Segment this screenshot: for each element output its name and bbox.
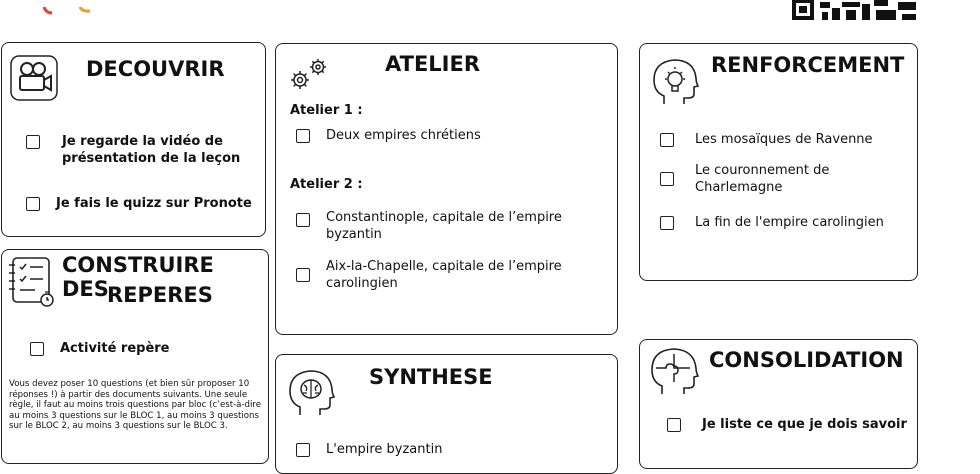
logo-fragment bbox=[20, 0, 100, 19]
checkbox[interactable] bbox=[26, 197, 40, 211]
atelier-1-heading: Atelier 1 : bbox=[290, 103, 363, 118]
construire-title-line1: CONSTRUIRE DES bbox=[62, 253, 214, 301]
brain-head-icon bbox=[286, 363, 336, 421]
item-label: Activité repère bbox=[60, 341, 170, 356]
construire-title-line2: REPERES bbox=[107, 283, 213, 307]
atelier-2-item-1[interactable] bbox=[296, 258, 606, 292]
construire-instructions: Vous devez poser 10 questions (et bien sûr proposer 10 réponses !) à partir des documents suivants. Une seule règle, il faut au moins trois questions par bloc (c’est-à-dire au moins 3 questions sur le BLOC 1, au moins 3 questions sur le BLOC 2, au moins 3 questions sur le BLOC 3. bbox=[9, 379, 262, 432]
construire-item[interactable] bbox=[30, 340, 260, 357]
item-label: Les mosaïques de Ravenne bbox=[695, 132, 873, 147]
item-label: Deux empires chrétiens bbox=[326, 128, 481, 143]
item-label: Constantinople, capitale de l’empire byzantin bbox=[326, 210, 562, 242]
atelier-2-item-0[interactable] bbox=[296, 209, 606, 243]
renforcement-item-1[interactable] bbox=[660, 162, 910, 196]
checkbox[interactable] bbox=[296, 213, 310, 227]
item-label: L'empire byzantin bbox=[326, 442, 443, 457]
decouvrir-title: DECOUVRIR bbox=[86, 57, 225, 81]
puzzle-head-icon bbox=[648, 344, 702, 400]
atelier-title: ATELIER bbox=[385, 52, 481, 76]
renforcement-item-0[interactable] bbox=[660, 131, 910, 148]
checkbox[interactable] bbox=[296, 268, 310, 282]
consolidation-item[interactable] bbox=[667, 416, 912, 433]
checkbox[interactable] bbox=[660, 216, 674, 230]
checkbox[interactable] bbox=[660, 172, 674, 186]
renforcement-card bbox=[639, 43, 918, 281]
renforcement-item-2[interactable] bbox=[660, 214, 910, 231]
item-label: La fin de l'empire carolingien bbox=[695, 215, 884, 230]
atelier-2-heading: Atelier 2 : bbox=[290, 177, 363, 192]
qr-code-icon bbox=[788, 0, 920, 28]
checklist-timer-icon bbox=[5, 253, 61, 313]
checkbox[interactable] bbox=[26, 135, 40, 149]
consolidation-title: CONSOLIDATION bbox=[709, 348, 904, 372]
decouvrir-item-quizz[interactable] bbox=[26, 195, 256, 212]
checkbox[interactable] bbox=[660, 133, 674, 147]
decouvrir-card bbox=[1, 42, 266, 237]
synthese-title: SYNTHESE bbox=[369, 365, 493, 389]
renforcement-title: RENFORCEMENT bbox=[711, 53, 905, 77]
decouvrir-item-video[interactable] bbox=[26, 133, 256, 167]
item-label: Le couronnement de Charlemagne bbox=[695, 163, 830, 195]
checkbox[interactable] bbox=[296, 129, 310, 143]
construire-card bbox=[1, 249, 269, 464]
checkbox[interactable] bbox=[667, 418, 681, 432]
checkbox[interactable] bbox=[30, 342, 44, 356]
checkbox[interactable] bbox=[296, 443, 310, 457]
item-label: Je fais le quizz sur Pronote bbox=[56, 196, 252, 211]
item-label: Aix-la-Chapelle, capitale de l’empire carolingien bbox=[326, 259, 562, 291]
lightbulb-head-icon bbox=[650, 54, 700, 110]
item-label: Je regarde la vidéo de présentation de la leçon bbox=[62, 134, 241, 166]
video-camera-icon bbox=[10, 55, 58, 105]
synthese-card bbox=[275, 354, 618, 474]
item-label: Je liste ce que je dois savoir bbox=[702, 417, 907, 432]
atelier-card bbox=[275, 43, 618, 335]
gears-icon bbox=[288, 56, 330, 96]
atelier-1-item-0[interactable] bbox=[296, 127, 596, 144]
